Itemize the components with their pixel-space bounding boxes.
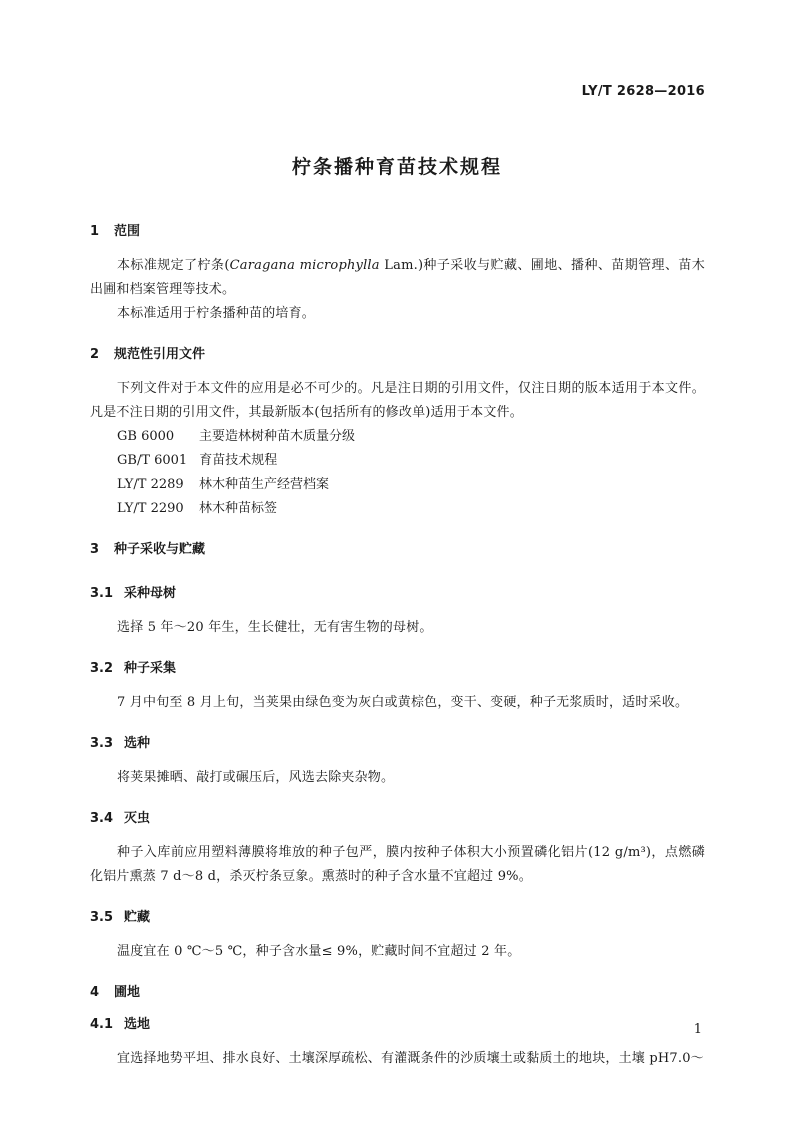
subsection-heading: 3.5 贮藏	[90, 910, 151, 925]
section-title: 范围	[114, 224, 141, 239]
subsection-heading: 3.3 选种	[90, 736, 151, 751]
reference-title: 育苗技术规程	[199, 453, 278, 468]
reference-code: LY/T 2289	[117, 477, 184, 492]
section-number: 4	[90, 985, 100, 1000]
page-number: 1	[693, 1022, 702, 1037]
section-heading-scope	[90, 222, 705, 242]
latin-name: Caragana microphylla	[229, 258, 380, 273]
subsection-heading: 3.4 灭虫	[90, 811, 151, 826]
paragraph: 本标准适用于柠条播种苗的培育。	[117, 306, 316, 321]
paragraph: 温度宜在 0 ℃～5 ℃，种子含水量≤ 9%，贮藏时间不宜超过 2 年。	[117, 944, 521, 959]
section-number: 3	[90, 542, 100, 557]
section-number: 1	[90, 224, 100, 239]
reference-item	[90, 425, 705, 449]
paragraph: 选择 5 年～20 年生，生长健壮，无有害生物的母树。	[117, 620, 433, 635]
reference-item	[90, 473, 705, 497]
paragraph: 本标准规定了柠条(Caragana microphylla Lam.)种子采收与贮藏、圃地、播种、苗期管理、苗木出圃和档案管理等技术。	[90, 258, 705, 297]
section-heading-references	[90, 345, 705, 365]
paragraph: 将荚果摊晒、敲打或碾压后，风选去除夹杂物。	[117, 770, 395, 785]
subsection-heading: 3.2 种子采集	[90, 661, 177, 676]
section-title: 规范性引用文件	[114, 347, 206, 362]
subsection-heading: 4.1 选地	[90, 1017, 151, 1032]
reference-title: 林木种苗标签	[199, 501, 278, 516]
reference-code: LY/T 2290	[117, 501, 184, 516]
paragraph: 7 月中旬至 8 月上旬，当荚果由绿色变为灰白或黄棕色，变干、变硬，种子无浆质时，适时采收。	[117, 695, 689, 710]
reference-code: GB 6000	[117, 429, 175, 444]
paragraph: 宜选择地势平坦、排水良好、土壤深厚疏松、有灌溉条件的沙质壤土或黏质土的地块，土壤 pH7.0～	[117, 1051, 704, 1066]
document-body	[90, 222, 705, 1071]
paragraph: 种子入库前应用塑料薄膜将堆放的种子包严，膜内按种子体积大小预置磷化铝片(12 g/m³)，点燃磷化铝片熏蒸 7 d～8 d，杀灭柠条豆象。熏蒸时的种子含水量不宜超过 9%。	[90, 845, 705, 884]
reference-item	[90, 449, 705, 473]
subsection-heading: 3.1 采种母树	[90, 586, 177, 601]
section-heading-nursery	[90, 983, 705, 1003]
section-heading-seed-collection	[90, 540, 705, 560]
document-title: 柠条播种育苗技术规程	[291, 156, 502, 178]
section-title: 种子采收与贮藏	[114, 542, 206, 557]
reference-code: GB/T 6001	[117, 453, 188, 468]
reference-title: 林木种苗生产经营档案	[199, 477, 330, 492]
reference-item	[90, 497, 705, 521]
reference-title: 主要造林树种苗木质量分级	[199, 429, 356, 444]
section-title: 圃地	[114, 985, 141, 1000]
standard-code: LY/T 2628—2016	[581, 84, 705, 99]
section-number: 2	[90, 347, 100, 362]
paragraph: 下列文件对于本文件的应用是必不可少的。凡是注日期的引用文件，仅注日期的版本适用于本文件。凡是不注日期的引用文件，其最新版本(包括所有的修改单)适用于本文件。	[90, 381, 705, 420]
